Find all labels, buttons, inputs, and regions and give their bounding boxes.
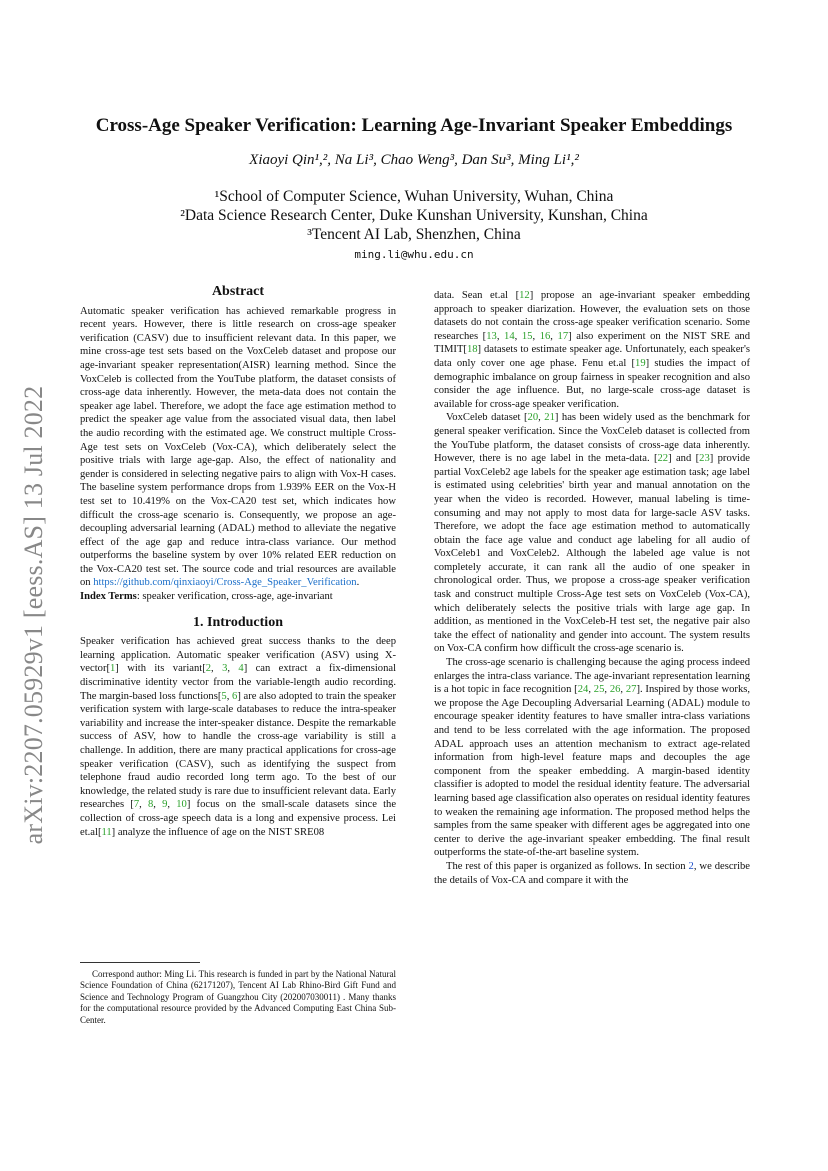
- paragraph-text: Speaker verification has achieved great success thanks to the deep learning application. Automatic speaker verification (ASV) using X-vector[: [80, 636, 396, 675]
- paragraph-text: ] studies the impact of demographic imbalance on group fairness in speaker recognition and also consider the age influence. But, no large-scale cross-age dataset is available for cross-age speaker verification.: [434, 357, 750, 410]
- intro-paragraph-2: [434, 411, 750, 656]
- abstract-heading: Abstract: [211, 284, 265, 299]
- citation-ref[interactable]: 23: [699, 453, 710, 465]
- abstract-body: Automatic speaker verification has achieved remarkable progress in recent years. However, there is little research on cross-age speaker verification (CASV) due to insufficient relevant data. In this paper, we mine cross-age test sets based on the VoxCeleb dataset and propose our age-invariant speaker representation(AISR) learning method. Since the VoxCeleb is collected from the YouTube platform, the dataset consists of cross-age data inherently. However, the meta-data does not contain the speaker age label. Therefore, we adopt the face age estimation method to predict the speaker age value from the associated visual data, then label the audio recording with the estimated age. We construct multiple Cross-Age test sets on VoxCeleb (Vox-CA), which deliberately select the positive trials with large age-gap. Also, the effect of nationality and gender is considered in selecting negative pairs to align with Vox-H cases. The baseline system performance drops from 1.939% EER on the Vox-H test set to 10.419% on the Vox-CA20 test set, which indicates how difficult the cross-age scenario is. Consequently, we propose an age-decoupling adversarial learning (ADAL) method to alleviate the negative effect of the age gap and reduce intra-class variance. Our method outperforms the baseline system by over 10% related EER reduction on the Vox-CA20 test set. The source code and trial resources are available on: [80, 305, 396, 589]
- paragraph-text: ,: [227, 663, 239, 675]
- paragraph-text: ] also experiment on the NIST SRE and TIMIT[: [434, 330, 751, 356]
- section-ref[interactable]: 2: [688, 860, 694, 872]
- contact-email: ming.li@whu.edu.cn: [354, 248, 474, 261]
- index-terms-text: : speaker verification, cross-age, age-invariant: [136, 591, 333, 603]
- paragraph-text: The rest of this paper is organized as follows. In section: [446, 860, 689, 872]
- citation-ref[interactable]: 1: [110, 663, 116, 675]
- paragraph-text: The cross-age scenario is challenging because the aging process indeed enlarges the intra-class variance. The age-invariant representation learning is a hot topic in face recognition [: [434, 657, 750, 696]
- citation-ref[interactable]: 15: [521, 330, 533, 342]
- citation-ref[interactable]: 14: [504, 330, 515, 342]
- index-terms: [80, 590, 396, 604]
- paragraph-text: , we describe the details of Vox-CA and compare it with the: [434, 860, 751, 886]
- arxiv-sidebar: [14, 355, 54, 875]
- paragraph-text: ,: [620, 684, 626, 696]
- paragraph-text: ,: [538, 412, 545, 424]
- paragraph-text: ] propose an age-invariant speaker embedding approach to speaker diarization. However, the evaluation sets on those datasets do not contain the cross-age speaker verification scenario. Some researches [: [434, 290, 750, 342]
- citation-ref[interactable]: 13: [486, 330, 497, 342]
- citation-ref[interactable]: 7: [133, 799, 140, 811]
- paragraph-text: ] analyze the influence of age on the NIST SRE08: [111, 826, 325, 838]
- affiliation-3: ³Tencent AI Lab, Shenzhen, China: [307, 226, 521, 243]
- right-column: [434, 289, 750, 887]
- citation-ref[interactable]: 20: [527, 412, 539, 424]
- citation-ref[interactable]: 18: [466, 344, 478, 356]
- intro-paragraph-3: [434, 656, 750, 860]
- citation-ref[interactable]: 4: [238, 663, 244, 675]
- paragraph-text: data. Sean et.al [: [434, 290, 520, 301]
- citation-ref[interactable]: 5: [221, 690, 227, 702]
- paragraph-text: ,: [532, 330, 540, 342]
- footnote: [80, 962, 396, 1026]
- paragraph-text: ,: [588, 684, 594, 696]
- paragraph-text: ,: [139, 799, 148, 811]
- paragraph-text: ,: [226, 690, 233, 702]
- author-list: Xiaoyi Qin¹,², Na Li³, Chao Weng³, Dan Su³, Ming Li¹,²: [249, 152, 579, 168]
- affiliation-2: ²Data Science Research Center, Duke Kunshan University, Kunshan, China: [180, 207, 648, 224]
- github-link[interactable]: https://github.com/qinxiaoyi/Cross-Age_Speaker_Verification: [93, 577, 357, 589]
- paragraph-text: VoxCeleb dataset [: [446, 412, 528, 424]
- citation-ref[interactable]: 10: [176, 799, 187, 811]
- affiliations: [60, 187, 768, 244]
- citation-ref[interactable]: 22: [657, 453, 669, 465]
- citation-ref[interactable]: 19: [635, 357, 646, 369]
- citation-ref[interactable]: 26: [609, 684, 621, 696]
- paragraph-text: ] has been widely used as the benchmark for general speaker verification. Since the VoxCeleb dataset is collected from the YouTube platform, the dataset consists of cross-age data inherently. However, there is no age label in the meta-data. [: [434, 412, 750, 465]
- citation-ref[interactable]: 6: [232, 690, 238, 702]
- paragraph-text: ,: [550, 330, 558, 342]
- paragraph-text: ] can extract a fix-dimensional discriminative identity vector from the variable-length audio recording. The margin-based loss functions[: [80, 663, 397, 702]
- paragraph-text: ] and [: [668, 453, 700, 465]
- citation-ref[interactable]: 11: [101, 826, 112, 838]
- paragraph-text: ] with its variant[: [115, 663, 206, 675]
- intro-paragraph-4: [434, 860, 750, 887]
- citation-ref[interactable]: 17: [557, 330, 569, 342]
- paragraph-text: ]. Inspired by those works, we propose the Age Decoupling Adversarial Learning (ADAL) module to encourage speaker identity features to have smaller intra-class variations and tend to be less correlated with the age information. The proposed ADAL approach uses an attention mechanism to extract age-related information from high-level feature maps and decouples the age component from the speaker embedding. A margin-based identity classifier is adopted to model the residual identity feature. The adversarial learning based age classification also operates on residual identity features to weaken the remaining age information. The proposed method helps the samples from the same speaker with different ages be aggregated into one center to derive the age-invariant speaker embedding. The final result outperforms the state-of-the-art baseline system.: [434, 684, 751, 859]
- footnote-rule: [80, 962, 200, 963]
- citation-ref[interactable]: 21: [544, 412, 555, 424]
- abstract-end: .: [356, 577, 360, 589]
- citation-ref[interactable]: 16: [539, 330, 551, 342]
- citation-ref[interactable]: 25: [593, 684, 605, 696]
- paragraph-text: ] focus on the small-scale datasets since the collection of cross-age speech data is a long and expensive process. Lei et.al[: [80, 799, 397, 838]
- left-column: [80, 285, 396, 839]
- paragraph-text: ,: [604, 684, 610, 696]
- paragraph-text: ] are also adopted to train the speaker verification system with large-scale databases to reduce the intra-speaker variability and increase the inter-speaker distance. Despite the remarkable success of ASV, how to handle the cross-age variability is still a challenge. In addition, there are many practical applications for cross-age speaker verification (CASV), such as identifying the suspect from telephone fraud audio recorded long term ago. To the best of our knowledge, the related study is rare due to insufficient relevant data. Early researches [: [80, 690, 397, 811]
- citation-ref[interactable]: 12: [519, 290, 530, 301]
- citation-ref[interactable]: 24: [577, 684, 589, 696]
- paragraph-text: ,: [167, 799, 177, 811]
- citation-ref[interactable]: 3: [222, 663, 228, 675]
- intro-paragraph-1-cont: [434, 289, 750, 411]
- intro-paragraph-1: [80, 635, 396, 839]
- footnote-text: Correspond author: Ming Li. This research is funded in part by the National Natural Science Foundation of China (62171207), Tencent AI Lab Rhino-Bird Gift Fund and Science and Technology Program of Guangzhou City (202007030011) . Many thanks for the computational resource provided by the Advanced Computing East China Sub-Center.: [80, 969, 396, 1025]
- paragraph-text: ] datasets to estimate speaker age. Unfortunately, each speaker's data only cover one age phase. Fenu et.al [: [434, 344, 750, 369]
- abstract-text: [80, 305, 396, 590]
- affiliation-1: ¹School of Computer Science, Wuhan University, Wuhan, China: [214, 188, 614, 205]
- paragraph-text: ,: [153, 799, 163, 811]
- arxiv-id: arXiv:2207.05929v1 [eess.AS] 13 Jul 2022: [19, 385, 48, 845]
- paragraph-text: ,: [496, 330, 505, 342]
- paragraph-text: ] provide partial VoxCeleb2 age labels for the speaker age estimation task; age label is estimated using celebrities' birth year and manual annotation on the year when the video is recorded. However, manual labeling is time-consuming and may not apply to most data for large-sacle ASV tasks. Therefore, we adopt the face age estimation method to automatically obtain the face age value and conduct age labeling for all audio of VoxCeleb1 and VoxCeleb2. Although the labeled age value is not completely accurate, it can rank all the audio of one speaker in chronological order. Thus, we propose a cross-age speaker verification task and construct multiple Cross-Age test sets on VoxCeleb (Vox-CA), which deliberately selects the positive trials with large age gap. In addition, as mentioned in the VoxCeleb-H test set, the negative pair also take the effect of nationality and gender into account. The system results on Vox-CA confirm how difficult the cross-age scenario is.: [434, 453, 750, 655]
- citation-ref[interactable]: 8: [147, 799, 154, 811]
- citation-ref[interactable]: 2: [205, 663, 212, 675]
- paper-title: Cross-Age Speaker Verification: Learning Age-Invariant Speaker Embeddings: [95, 115, 733, 136]
- citation-ref[interactable]: 9: [162, 799, 168, 811]
- paragraph-text: ,: [514, 330, 522, 342]
- intro-heading: 1. Introduction: [193, 614, 283, 630]
- citation-ref[interactable]: 27: [625, 684, 637, 696]
- paragraph-text: ,: [211, 663, 223, 675]
- index-terms-label: Index Terms: [80, 591, 137, 603]
